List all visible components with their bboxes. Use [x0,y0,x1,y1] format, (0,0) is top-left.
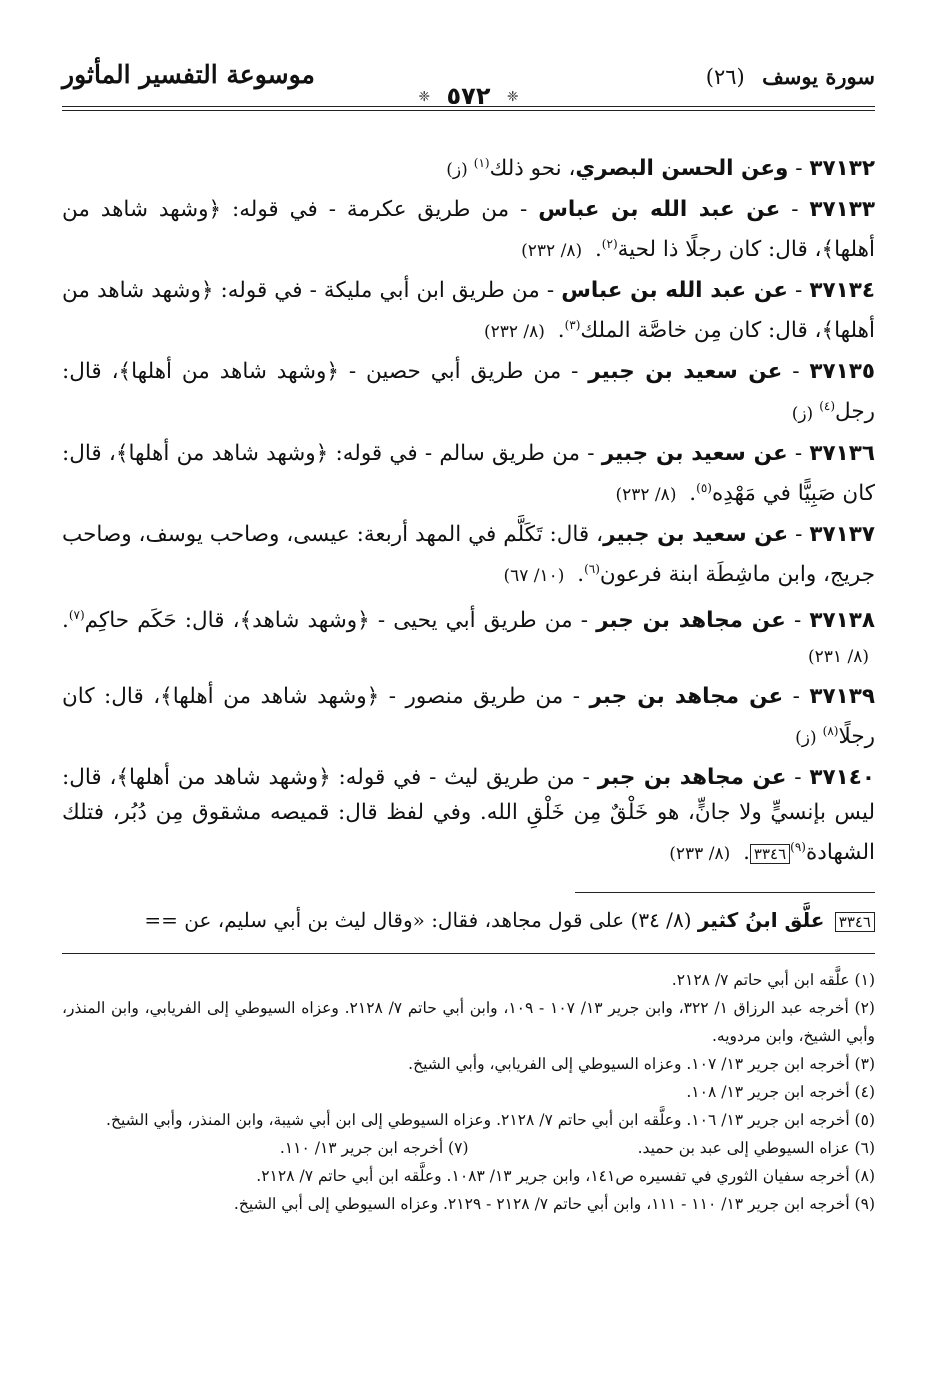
footnote-marker: (١) [473,156,490,170]
entry-narrator: عن عبد الله بن عباس [538,197,781,223]
page [62,56,875,1346]
entry: ٣٧١٣٥ - عن سعيد بن جبير - من طريق أبي حصين - ﴿وشهد شاهد من أهلها﴾، قال: رجل$^{(٤)}$(ز) [62,359,875,425]
commentary-box-number: ٣٣٤٦ [835,912,875,932]
entry-text: ، نحو ذلك [489,156,576,182]
footnote: (٦) عزاه السيوطي إلى عبد بن حميد. [637,1139,875,1158]
entry-text: - من طريق ابن أبي مليكة - في قوله: ﴿وشهد شاهد من أهلها﴾، قال: كان مِن خاصَّة الملك [62,278,875,344]
entry: ٣٧١٣٢ - وعن الحسن البصري، نحو ذلك$^{(١)}$(ز) [446,156,875,182]
footnote: (٢) أخرجه عبد الرزاق ١/ ٣٢٢، وابن جرير ١٣/ ١٠٧ - ١٠٩، وابن أبي حاتم ٧/ ٢١٢٨. وعزاه السيوطي إلى الفريابي، وابن المنذر، وأبي الشيخ، وابن مردويه. [62,999,875,1046]
commentary-text: (٨/ ٣٤) على قول مجاهد، فقال: «وقال ليث بن أبي سليم، عن == [144,908,698,933]
footnote: (٩) أخرجه ابن جرير ١٣/ ١١٠ - ١١١، وابن أبي حاتم ٧/ ٢١٢٨ - ٢١٢٩. وعزاه السيوطي إلى أبي الشيخ. [233,1195,875,1214]
entry-ref: (٨/ ٢٣١) [808,647,869,668]
entry-narrator: عن سعيد بن جبير [603,521,789,547]
entry-text: - من طريق سالم - في قوله: ﴿وشهد شاهد من أهلها﴾، قال: كان صَبِيًّا في مَهْدِه [62,440,875,506]
footnote-marker: (٥) [696,480,712,495]
footnotes-rule [62,953,875,954]
entry-text: - من طريق ليث - في قوله: ﴿وشهد شاهد من أهلها﴾، قال: ليس بإنسيٍّ ولا جانٍّ، هو خَلْقٌ مِن خَلْقِ الله. وفي لفظ قال: قميصه مشقوق مِن دُبُر، فتلك الشهادة [62,765,875,866]
entry-ref: (٨/ ٢٣٢) [615,484,677,505]
footnote: (٨) أخرجه سفيان الثوري في تفسيره ص١٤١، وابن جرير ١٣/ ١٠٨٣. وعلَّقه ابن أبي حاتم ٧/ ٢١٢٨. [256,1167,875,1186]
entry-ref: (ز) [795,728,817,749]
entry: ٣٧١٣٤ - عن عبد الله بن عباس - من طريق ابن أبي مليكة - في قوله: ﴿وشهد شاهد من أهلها﴾، قال: كان مِن خاصَّة الملك$^{(٣)}$. (٨/ ٢٣٢) [62,278,876,344]
entry-ref: (٨/ ٢٣٢) [521,241,583,262]
entry-ref: (٨/ ٢٣٣) [669,844,731,865]
footnote-marker: (٣) [564,318,581,333]
surah-name: سورة يوسف [762,64,875,89]
commentary [62,903,875,939]
footnote: (٤) أخرجه ابن جرير ١٣/ ١٠٨. [686,1083,875,1102]
footnote-marker: (٤) [819,399,836,414]
footnote-marker: (٨) [822,724,839,739]
header-rule [62,106,875,107]
entry-narrator: وعن الحسن البصري [575,156,789,182]
footnotes [62,966,875,1218]
entry-narrator: عن سعيد بن جبير [601,440,788,466]
entry-number: ٣٧١٣٢ [809,156,875,182]
entry-narrator: عن مجاهد بن جبر [596,608,786,634]
entry: ٣٧١٣٩ - عن مجاهد بن جبر - من طريق منصور - ﴿وشهد شاهد من أهلها﴾، قال: كان رجلًا$^{(٨)}$(ز) [62,684,875,750]
entry: ٣٧١٣٦ - عن سعيد بن جبير - من طريق سالم - في قوله: ﴿وشهد شاهد من أهلها﴾، قال: كان صَبِيًّا في مَهْدِه$^{(٥)}$. (٨/ ٢٣٢) [62,440,876,506]
entry-ref: (٨/ ٢٣٢) [483,322,545,343]
entry-number: ٣٧١٣٤ [809,278,876,304]
entry-text: - من طريق منصور - ﴿وشهد شاهد من أهلها﴾، قال: كان رجلًا [62,684,875,750]
ornament-icon: ❈ [418,89,431,105]
entry-narrator: عن سعيد بن جبير [588,359,783,385]
page-header [62,56,875,112]
commentary-author: علَّق ابنُ كثير [697,908,825,933]
entry-narrator: عن مجاهد بن جبر [589,684,784,710]
entry-text: - من طريق عكرمة - في قوله: ﴿وشهد شاهد من أهلها﴾، قال: كان رجلًا ذا لحية [62,197,875,263]
entry-number: ٣٧١٣٧ [809,521,875,547]
footnote: (١) علَّقه ابن أبي حاتم ٧/ ٢١٢٨. [671,971,875,990]
surah-number: (٢٦) [705,65,745,89]
header-rule [62,110,875,111]
entry-number: ٣٧١٣٦ [809,440,876,466]
entry-number: ٣٧١٣٨ [809,608,875,634]
entry-number: ٣٧١٣٣ [809,197,875,223]
entry-number: ٣٧١٣٥ [809,359,875,385]
entries [62,146,875,872]
entry-narrator: عن مجاهد بن جبر [597,765,787,791]
entry: ٣٧١٣٣ - عن عبد الله بن عباس - من طريق عكرمة - في قوله: ﴿وشهد شاهد من أهلها﴾، قال: كان رجلًا ذا لحية$^{(٢)}$. (٨/ ٢٣٢) [62,197,875,263]
footnote: (٥) أخرجه ابن جرير ١٣/ ١٠٦. وعلَّقه ابن أبي حاتم ٧/ ٢١٢٨. وعزاه السيوطي إلى ابن أبي شيبة، وابن المنذر، وأبي الشيخ. [106,1111,875,1130]
page-number: ٥٧٢ [446,82,491,110]
footnote: (٣) أخرجه ابن جرير ١٣/ ١٠٧. وعزاه السيوطي إلى الفريابي، وأبي الشيخ. [408,1055,875,1074]
entry: ٣٧١٣٨ - عن مجاهد بن جبر - من طريق أبي يحيى - ﴿وشهد شاهد﴾، قال: حَكَم حاكِم$^{(٧)}$. (٨/ ٢٣١) [62,607,875,668]
commentary-box-ref: ٣٣٤٦ [750,844,790,864]
commentary-divider [575,892,875,893]
entry-number: ٣٧١٣٩ [809,684,875,710]
entry-ref: (ز) [446,160,468,181]
entry-ref: (ز) [791,403,814,424]
footnote: (٧) أخرجه ابن جرير ١٣/ ١١٠. [279,1139,469,1158]
entry-ref: (١٠/ ٦٧) [503,565,565,586]
entry: ٣٧١٤٠ - عن مجاهد بن جبر - من طريق ليث - في قوله: ﴿وشهد شاهد من أهلها﴾، قال: ليس بإنسيٍّ ولا جانٍّ، هو خَلْقٌ مِن خَلْقِ الله. وفي لفظ قال: قميصه مشقوق مِن دُبُر، فتلك الشهادة$^{(٩)}$٣٣٤٦. (٨/ ٢٣٣) [62,765,876,866]
entry-number: ٣٧١٤٠ [809,765,876,791]
footnote-marker: (٦) [584,561,600,576]
footnote-marker: (٧) [68,607,85,622]
entry: ٣٧١٣٧ - عن سعيد بن جبير، قال: تَكَلَّم في المهد أربعة: عيسى، وصاحب يوسف، وصاحب جريج، وابن ماشِطَة ابنة فرعون$^{(٦)}$. (١٠/ ٦٧) [62,521,875,587]
footnote-marker: (٩) [790,840,806,855]
book-title: موسوعة التفسير المأثور [62,60,315,89]
ornament-icon: ❈ [506,89,519,105]
footnote-row [62,1134,875,1162]
entry-narrator: عن عبد الله بن عباس [561,278,788,304]
footnote-marker: (٢) [601,237,618,252]
entry-text: - من طريق أبي حصين - ﴿وشهد شاهد من أهلها﴾، قال: رجل [62,359,875,425]
entry-text: - من طريق أبي يحيى - ﴿وشهد شاهد﴾، قال: حَكَم حاكِم [84,608,597,634]
entry-text: ، قال: تَكَلَّم في المهد أربعة: عيسى، وصاحب يوسف، وصاحب جريج، وابن ماشِطَة ابنة فرعون [62,521,875,587]
